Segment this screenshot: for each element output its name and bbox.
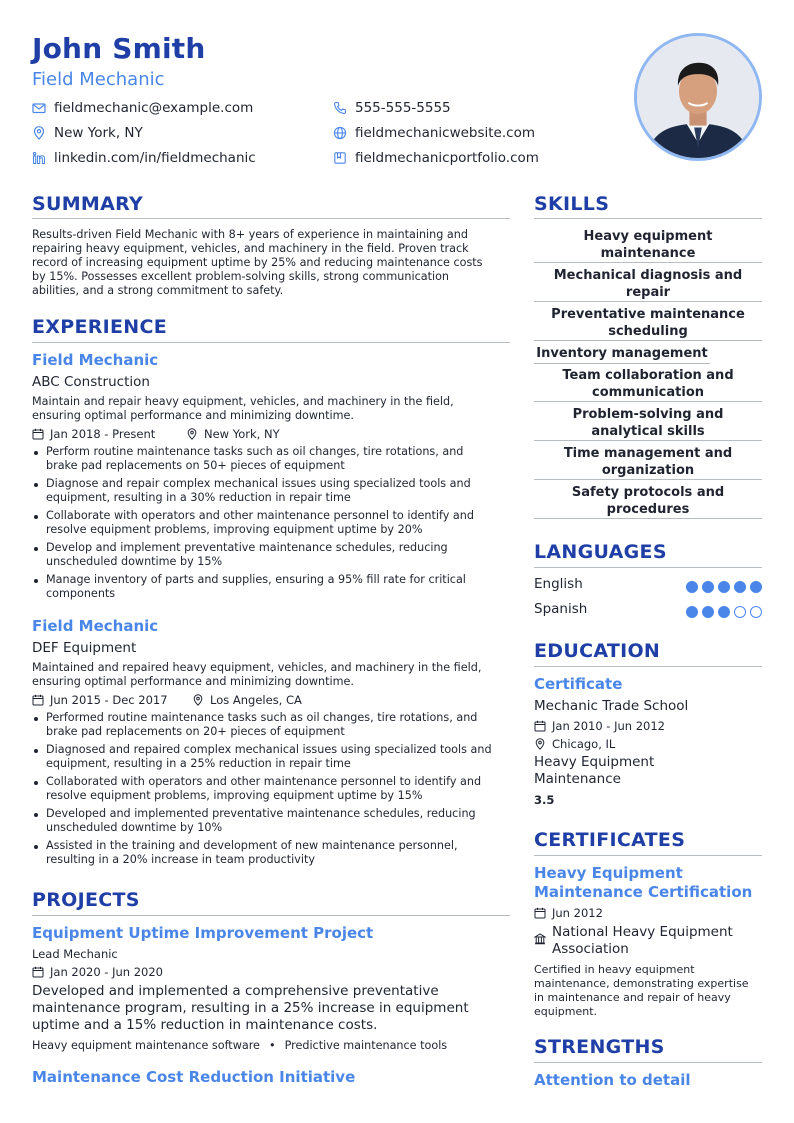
summary-line: abilities, and a strong commitment to safety. [32, 284, 284, 297]
job-description [32, 661, 512, 689]
project-description-line: uptime and a 15% reduction in maintenance costs. [32, 1017, 378, 1033]
job-bullet: Diagnose and repair complex mechanical issues using specialized tools and equipment, resulting in a 30% reduction in repair time [32, 477, 512, 505]
education-location [534, 736, 615, 752]
experience-divider [32, 342, 510, 343]
level-dot-filled [686, 581, 698, 593]
summary-line: by 15%. Possesses excellent problem-solving skills, strong communication [32, 270, 450, 283]
job-dates-text: Jun 2015 - Dec 2017 [50, 693, 168, 707]
portfolio-icon [333, 151, 347, 165]
education-divider [534, 666, 762, 667]
project-title: Maintenance Cost Reduction Initiative [32, 1068, 356, 1086]
skill-divider [534, 301, 762, 302]
email-icon [32, 101, 46, 115]
skill-item: Problem-solving and analytical skills [572, 407, 724, 439]
skill-item: Mechanical diagnosis and repair [553, 268, 743, 300]
project-tools [32, 1037, 447, 1053]
summary-line: record of increasing equipment uptime by 25% and reducing maintenance costs [32, 256, 483, 269]
level-dot-filled [702, 581, 714, 593]
skill-divider [534, 518, 762, 519]
contact-linkedin[interactable] [32, 149, 256, 167]
education-heading: EDUCATION [534, 640, 661, 662]
job-bullet: Developed and implemented preventative maintenance schedules, reducing unscheduled downtime by 10% [32, 807, 512, 835]
education-field: Heavy Equipment Maintenance [534, 754, 655, 787]
certificate-date-text: Jun 2012 [552, 906, 603, 920]
project-title: Equipment Uptime Improvement Project [32, 924, 374, 942]
job-bullet: Assisted in the training and development of new maintenance personnel, resulting in a 20% increase in team productivity [32, 839, 512, 867]
skill-divider [534, 340, 762, 341]
project-dates-text: Jan 2020 - Jun 2020 [50, 965, 164, 979]
summary-heading: SUMMARY [32, 193, 144, 215]
email-text: fieldmechanic@example.com [54, 100, 254, 116]
job-description-line: ensuring optimal performance and minimizing downtime. [32, 409, 354, 422]
candidate-name: John Smith [32, 32, 206, 65]
project-description [32, 983, 512, 1034]
job-bullet: Manage inventory of parts and supplies, ensuring a 95% fill rate for critical components [32, 573, 512, 601]
skill-item: Heavy equipment maintenance [583, 229, 713, 261]
strengths-heading: STRENGTHS [534, 1036, 665, 1058]
education-location-text: Chicago, IL [552, 737, 616, 751]
job-location-text: Los Angeles, CA [210, 693, 302, 707]
certificate-date [534, 905, 603, 921]
contact-website[interactable] [333, 124, 535, 142]
job-title: Field Mechanic [32, 617, 159, 635]
certificates-divider [534, 855, 762, 856]
job-location-text: New York, NY [204, 427, 280, 441]
job-company: DEF Equipment [32, 640, 137, 656]
experience-heading: EXPERIENCE [32, 316, 168, 338]
calendar-icon [534, 907, 546, 919]
projects-divider [32, 915, 510, 916]
education-gpa: 3.5 [534, 793, 555, 807]
job-location [186, 426, 280, 442]
linkedin-icon [32, 151, 46, 165]
skill-divider [534, 401, 762, 402]
project-tool: Heavy equipment maintenance software [32, 1038, 260, 1052]
project-tool: Predictive maintenance tools [284, 1038, 448, 1052]
languages-divider [534, 567, 762, 568]
job-bullet: Performed routine maintenance tasks such as oil changes, tire rotations, and brake pad replacements on 20+ pieces of equipment [32, 711, 512, 739]
job-dates [32, 692, 168, 708]
level-dot-empty [750, 606, 762, 618]
location-pin-icon [32, 126, 46, 140]
level-dot-filled [718, 581, 730, 593]
job-location [192, 692, 302, 708]
job-bullet: Collaborate with operators and other maintenance personnel to identify and resolve equipment problems, improving equipment uptime by 20% [32, 509, 512, 537]
portfolio-text: fieldmechanicportfolio.com [355, 150, 539, 166]
location-text: New York, NY [54, 125, 143, 141]
skill-item: Team collaboration and communication [562, 368, 734, 400]
level-dot-filled [750, 581, 762, 593]
globe-icon [333, 126, 347, 140]
job-bullet: Collaborated with operators and other maintenance personnel to identify and resolve equipment problems, improving equipment uptime by 15% [32, 775, 512, 803]
skill-item: Preventative maintenance scheduling [551, 307, 745, 339]
skill-divider [534, 479, 762, 480]
website-text: fieldmechanicwebsite.com [355, 125, 535, 141]
contact-portfolio[interactable] [333, 149, 539, 167]
certificate-name: Heavy Equipment Maintenance Certification [534, 864, 753, 901]
candidate-role: Field Mechanic [32, 69, 165, 90]
project-dates [32, 964, 163, 980]
certificate-issuer: National Heavy Equipment Association [534, 924, 733, 958]
project-role: Lead Mechanic [32, 947, 118, 961]
job-bullets [32, 445, 512, 605]
job-description-line: Maintained and repaired heavy equipment, vehicles, and machinery in the field, [32, 661, 482, 674]
education-degree: Certificate [534, 675, 623, 693]
location-pin-icon [534, 738, 546, 750]
projects-heading: PROJECTS [32, 889, 140, 911]
level-dot-filled [734, 581, 746, 593]
contact-email[interactable] [32, 99, 253, 117]
skills-heading: SKILLS [534, 193, 610, 215]
language-level [686, 606, 762, 618]
skill-item: Safety protocols and procedures [571, 485, 725, 517]
job-bullets [32, 711, 512, 871]
tool-separator: • [268, 1038, 276, 1052]
job-dates-text: Jan 2018 - Present [50, 427, 156, 441]
skill-item: Inventory management [536, 346, 708, 361]
project-description-line: maintenance program, resulting in a 25% increase in equipment [32, 1000, 469, 1016]
language-name: Spanish [534, 601, 588, 617]
education-dates [534, 718, 665, 734]
location-pin-icon [192, 694, 204, 706]
level-dot-filled [718, 606, 730, 618]
skills-divider [534, 218, 762, 219]
strengths-divider [534, 1062, 762, 1063]
summary-text [32, 228, 512, 298]
job-bullet: Develop and implement preventative maintenance schedules, reducing unscheduled downtime by 15% [32, 541, 512, 569]
job-company: ABC Construction [32, 374, 150, 390]
phone-icon [333, 101, 347, 115]
job-description-line: Maintain and repair heavy equipment, vehicles, and machinery in the field, [32, 395, 454, 408]
strength-item: Attention to detail [534, 1071, 691, 1089]
job-bullet: Perform routine maintenance tasks such as oil changes, tire rotations, and brake pad replacements on 50+ pieces of equipment [32, 445, 512, 473]
phone-text: 555-555-5555 [355, 100, 451, 116]
profile-photo [634, 33, 762, 161]
skill-divider [534, 440, 762, 441]
contact-location [32, 124, 143, 142]
education-school: Mechanic Trade School [534, 698, 689, 714]
contact-phone[interactable] [333, 99, 451, 117]
certificates-heading: CERTIFICATES [534, 829, 686, 851]
job-description [32, 395, 512, 423]
certificate-description: Certified in heavy equipment maintenance, demonstrating expertise in maintenance and repair of heavy equipment. [534, 963, 749, 1018]
level-dot-empty [734, 606, 746, 618]
project-description-line: Developed and implemented a comprehensive preventative [32, 983, 439, 999]
language-name: English [534, 576, 583, 592]
languages-heading: LANGUAGES [534, 541, 667, 563]
summary-line: repairing heavy equipment, vehicles, and machinery in the field. Proven track [32, 242, 469, 255]
level-dot-filled [686, 606, 698, 618]
job-bullet: Diagnosed and repaired complex mechanical issues using specialized tools and equipment, resulting in a 25% reduction in repair time [32, 743, 512, 771]
job-dates [32, 426, 155, 442]
skill-item: Time management and organization [563, 446, 733, 478]
calendar-icon [32, 694, 44, 706]
job-description-line: ensuring optimal performance and minimizing downtime. [32, 675, 354, 688]
level-dot-filled [702, 606, 714, 618]
skill-divider [534, 262, 762, 263]
skill-divider [534, 363, 710, 364]
institution-icon [534, 933, 546, 945]
summary-line: Results-driven Field Mechanic with 8+ years of experience in maintaining and [32, 228, 468, 241]
calendar-icon [534, 720, 546, 732]
calendar-icon [32, 966, 44, 978]
calendar-icon [32, 428, 44, 440]
location-pin-icon [186, 428, 198, 440]
linkedin-text: linkedin.com/in/fieldmechanic [54, 150, 256, 166]
education-dates-text: Jan 2010 - Jun 2012 [552, 719, 666, 733]
job-title: Field Mechanic [32, 351, 159, 369]
summary-divider [32, 218, 510, 219]
language-level [686, 581, 762, 593]
